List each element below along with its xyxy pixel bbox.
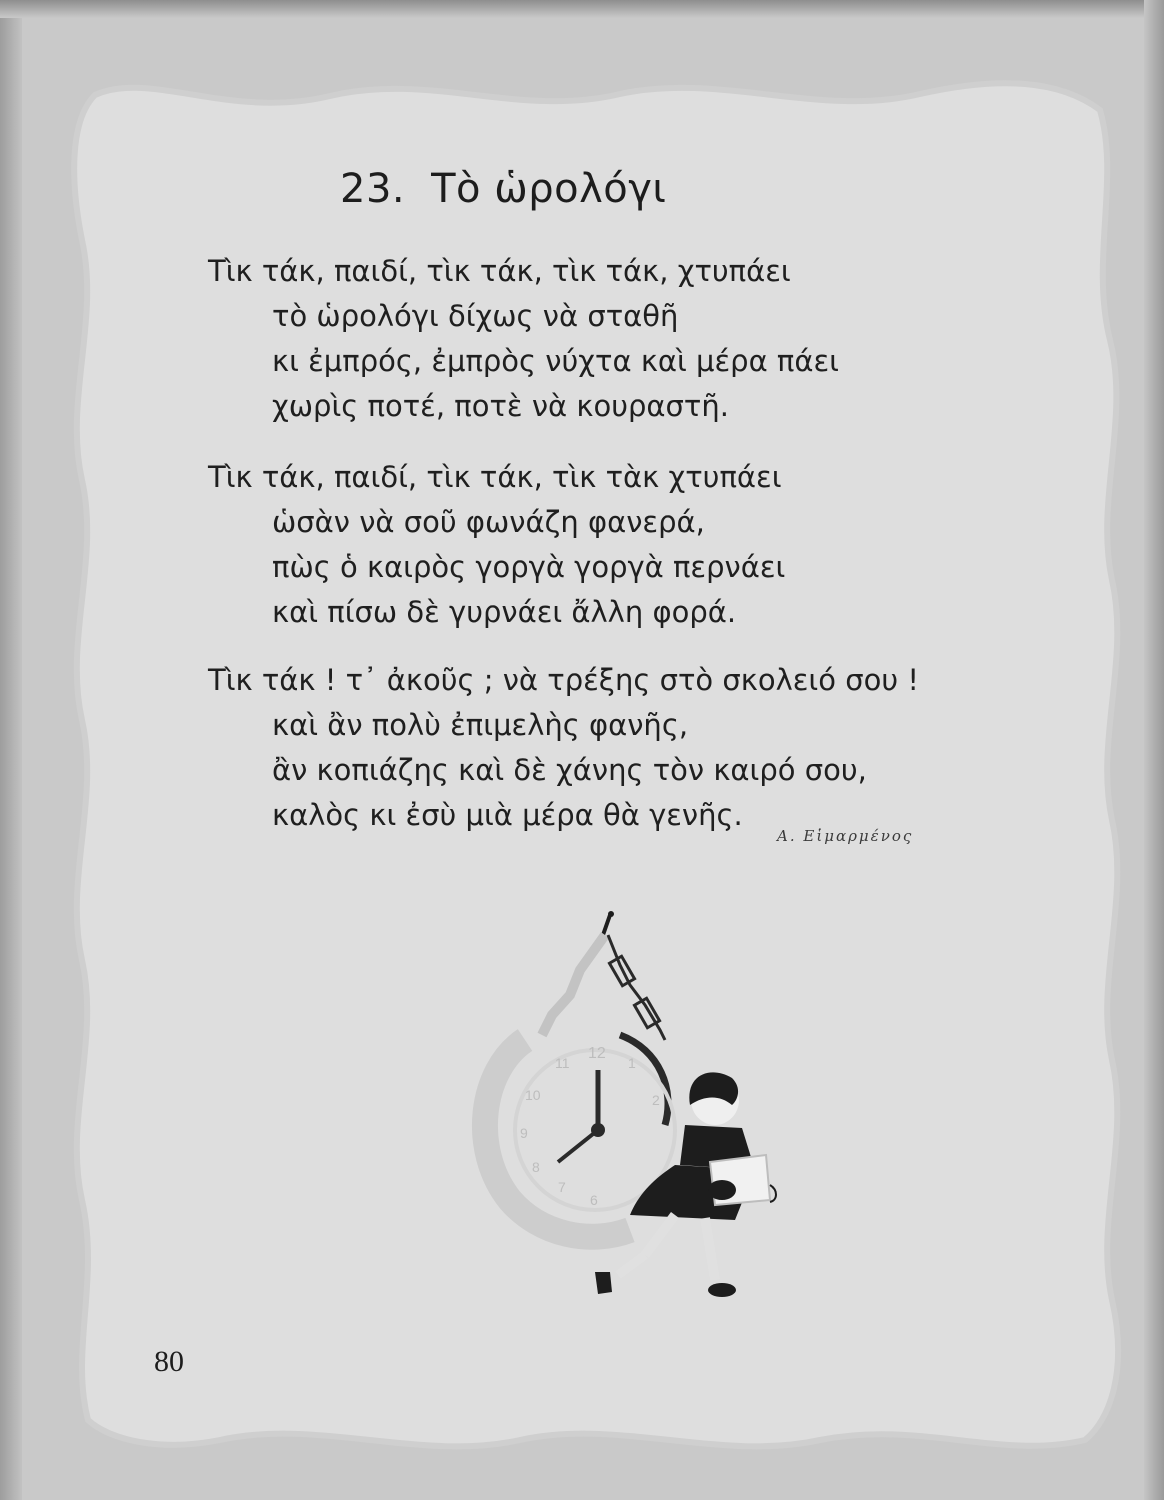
svg-text:10: 10 xyxy=(525,1087,541,1103)
page-number: 80 xyxy=(154,1345,184,1378)
svg-text:1: 1 xyxy=(628,1055,636,1071)
girl-figure xyxy=(595,1072,776,1297)
girl-with-clock-illustration xyxy=(470,900,800,1320)
svg-text:12: 12 xyxy=(588,1045,606,1062)
verse-line: Τὶκ τάκ, παιδί, τὶκ τάκ, τὶκ τὰκ χτυπάει xyxy=(208,460,782,494)
svg-text:2: 2 xyxy=(652,1092,660,1108)
poem-title-text: Τὸ ὡρολόγι xyxy=(431,166,667,212)
verse-line: ὡσὰν νὰ σοῦ φωνάζη φανερά, xyxy=(272,505,705,539)
poem-number: 23. xyxy=(340,166,406,212)
svg-text:8: 8 xyxy=(532,1159,540,1175)
clock-chain xyxy=(542,911,665,1040)
verse-line: καὶ ἂν πολὺ ἐπιμελὴς φανῆς, xyxy=(272,708,689,742)
poem-author: Α. Εἱμαρμένος xyxy=(777,827,914,845)
verse-line: κι ἐμπρός, ἐμπρὸς νύχτα καὶ μέρα πάει xyxy=(272,344,839,378)
svg-text:7: 7 xyxy=(558,1179,566,1195)
verse-line: καὶ πίσω δὲ γυρνάει ἄλλη φορά. xyxy=(272,595,737,629)
verse-line: Τὶκ τάκ ! τ᾽ ἀκοῦς ; νὰ τρέξης στὸ σκολειό σου ! xyxy=(208,663,919,697)
verse-line: ἂν κοπιάζης καὶ δὲ χάνης τὸν καιρό σου, xyxy=(272,753,867,787)
stanza-2 xyxy=(208,455,785,635)
svg-text:9: 9 xyxy=(520,1125,528,1141)
verse-line: καλὸς κι ἐσὺ μιὰ μέρα θὰ γενῆς. xyxy=(272,798,743,832)
page-top-shadow xyxy=(0,0,1164,18)
verse-line: τὸ ὡρολόγι δίχως νὰ σταθῆ xyxy=(272,299,679,333)
stanza-3 xyxy=(208,658,919,838)
stanza-1 xyxy=(208,249,839,429)
verse-line: χωρὶς ποτέ, ποτὲ νὰ κουραστῆ. xyxy=(272,389,729,423)
page-binding-shadow xyxy=(0,0,22,1500)
verse-line: πὼς ὁ καιρὸς γοργὰ γοργὰ περνάει xyxy=(272,550,786,584)
svg-text:6: 6 xyxy=(590,1192,598,1208)
svg-text:11: 11 xyxy=(555,1055,570,1071)
page-right-edge xyxy=(1144,0,1164,1500)
verse-line: Τὶκ τάκ, παιδί, τὶκ τάκ, τὶκ τάκ, χτυπάει xyxy=(208,254,791,288)
poem-title xyxy=(340,166,666,212)
